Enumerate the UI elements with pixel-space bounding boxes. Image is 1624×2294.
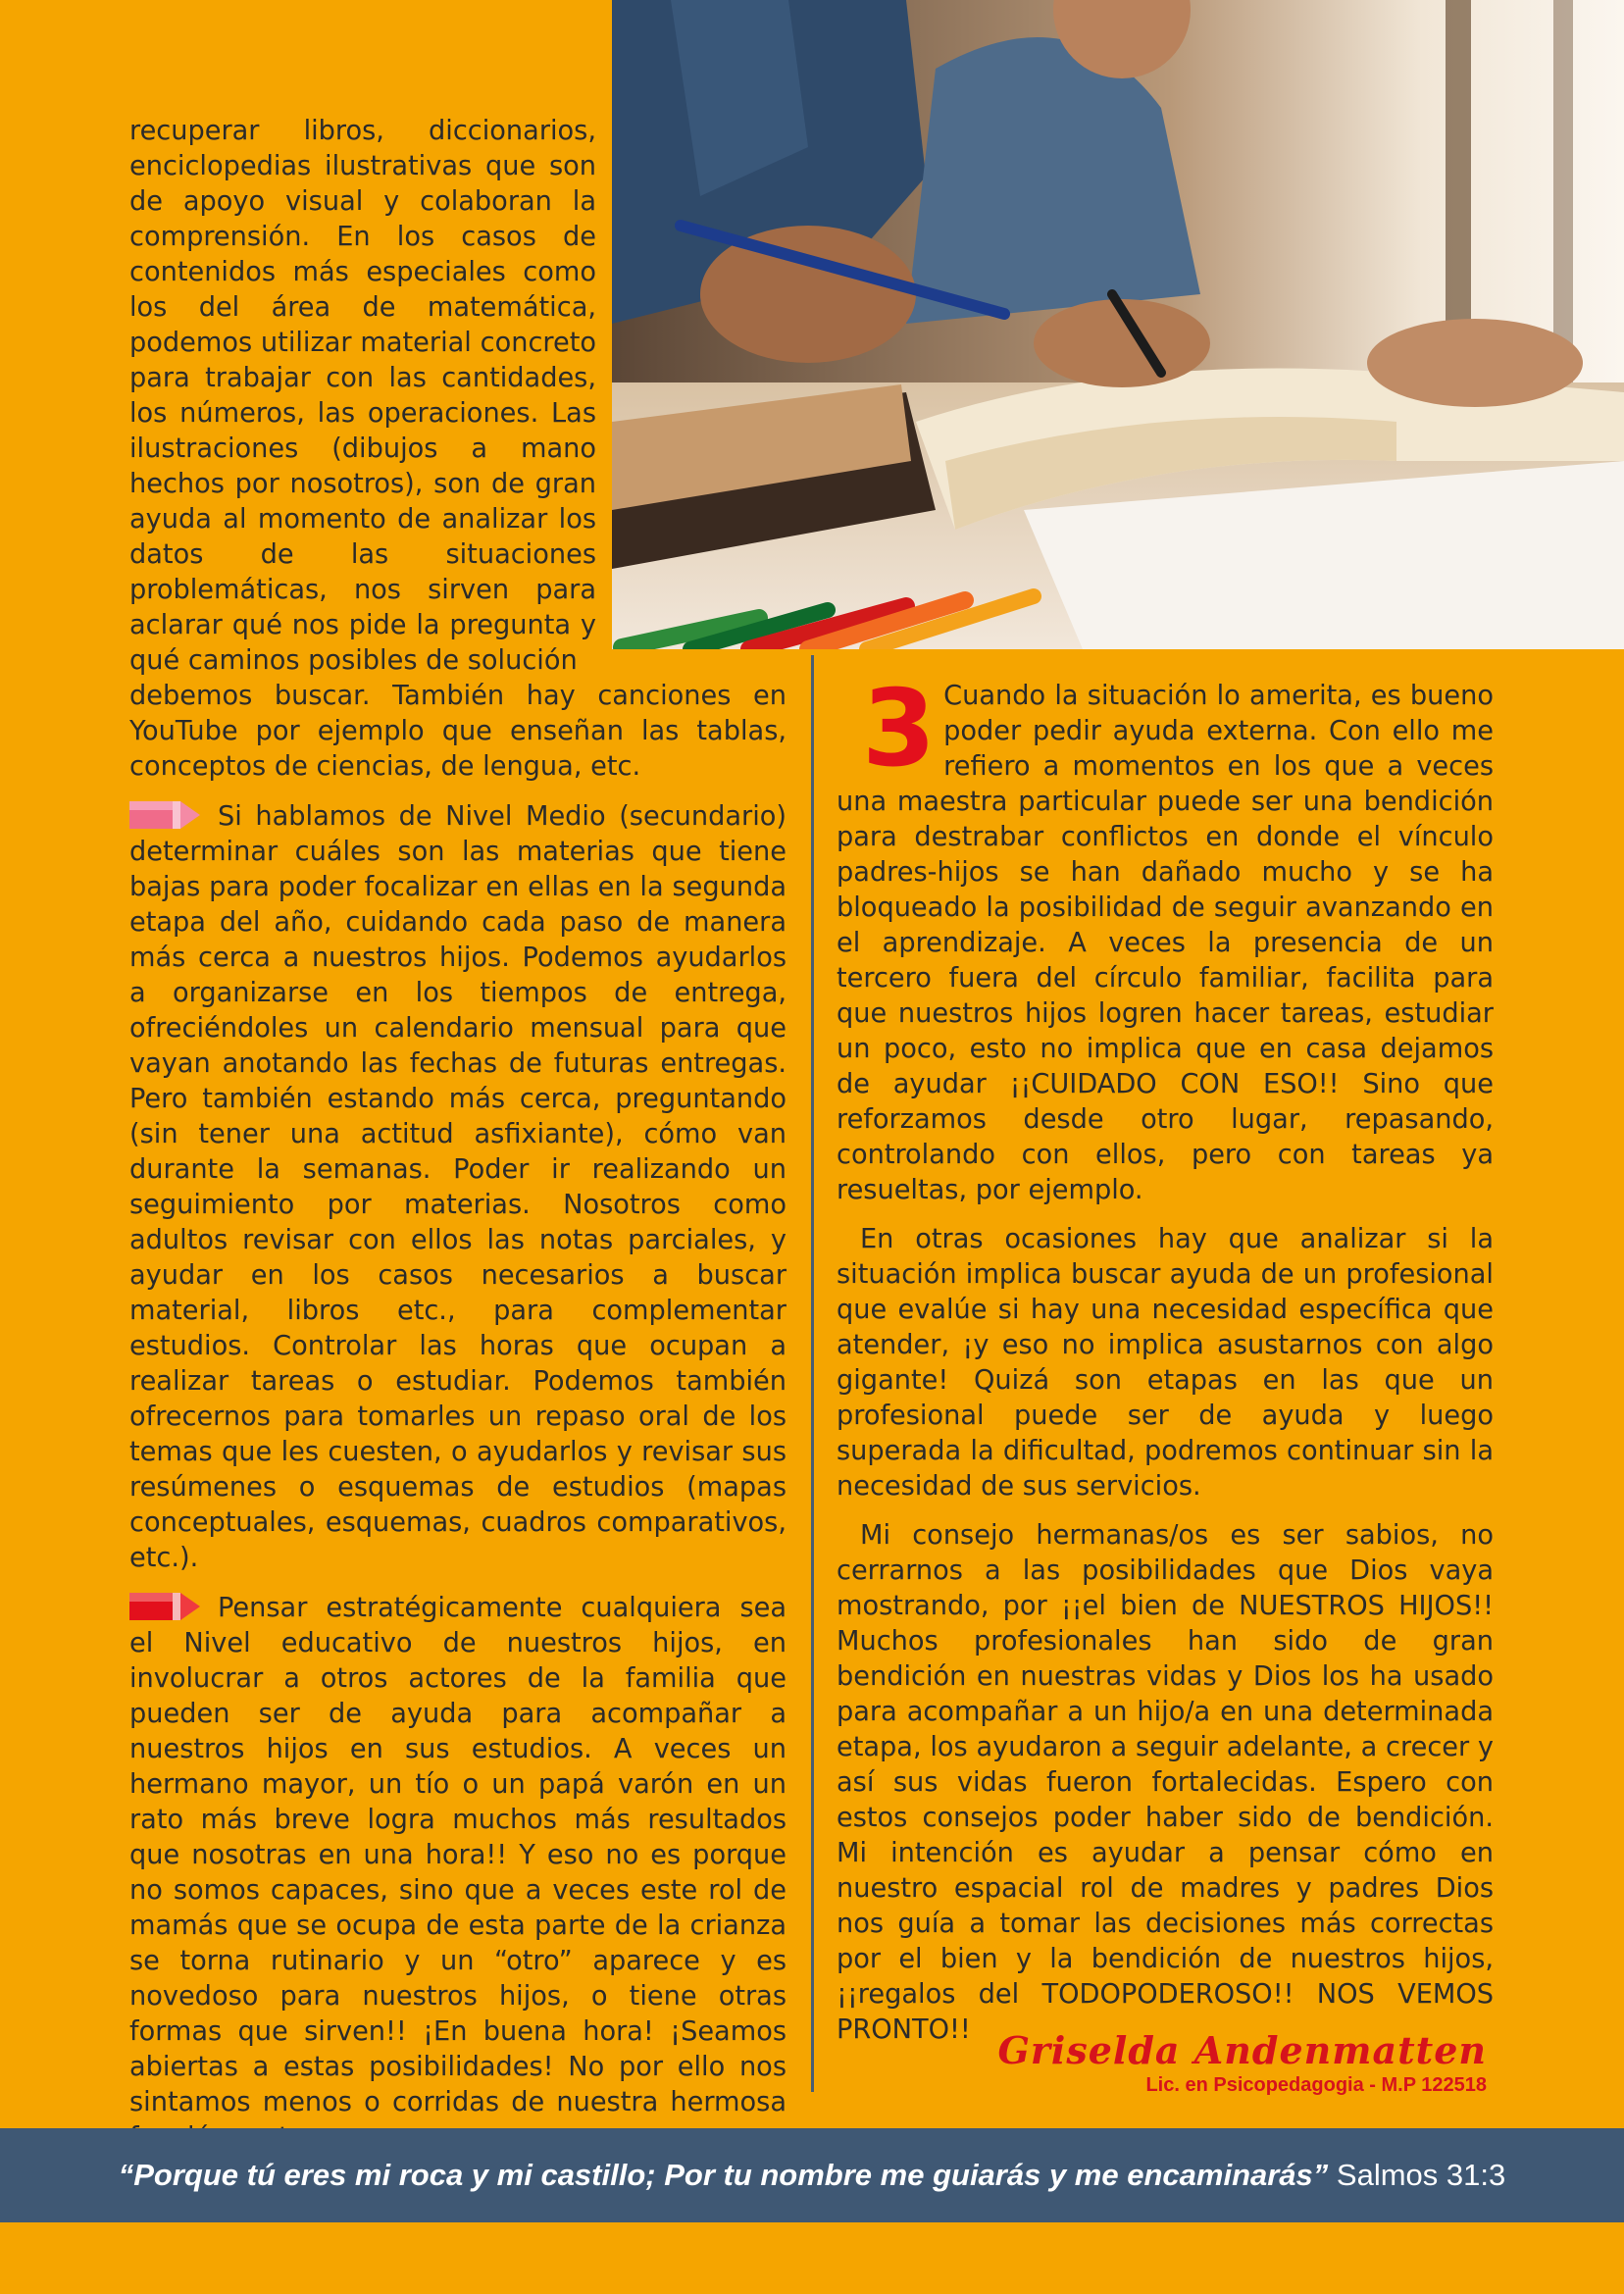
- paragraph-consejo: Mi consejo hermanas/os es ser sabios, no cerrarnos a las posibilidades que Dios vaya mostrando, por ¡¡el bien de NUESTROS HIJOS!! Muchos profesionales han sido de gran bendición en nuestras vidas y Dios los ha usado para acompañar a un hijo/a en una determinada etapa, los ayudaron a seguir adelante, a crecer y así sus vidas fueron fortalecidas. Espero con estos consejos poder haber sido de bendición. Mi intención es ayudar a pensar cómo en nuestro espacial rol de madres y padres Dios nos guía a tomar las decisiones más correctas por el bien y la bendición de nuestros hijos, ¡¡regalos del TODOPODEROSO!! NOS VEMOS PRONTO!!: [837, 1520, 1494, 2045]
- left-column: [129, 679, 787, 2156]
- author-title: Lic. en Psicopedagogia - M.P 122518: [1145, 2074, 1487, 2096]
- paragraph-continued: recuperar libros, diccionarios, enciclopedias ilustrativas que son de apoyo visual y colaboran la comprensión. En los casos de contenidos más especiales como los del área de matemática, podemos utilizar material concreto para trabajar con las cantidades, los números, las operaciones. Las ilustraciones (dibujos a mano hechos por nosotros), son de gran ayuda al momento de analizar los datos de las situaciones problemáticas, nos sirven para aclarar qué nos pide la pregunta y qué caminos posibles de solución: [129, 116, 596, 676]
- author-name: Griselda Andenmatten: [997, 2028, 1487, 2072]
- dropcap-number: 3: [862, 668, 937, 790]
- pink-pencil-icon: [129, 798, 206, 832]
- paragraph-nivel-medio: [129, 798, 787, 1576]
- verse-quote: “Porque tú eres mi roca y mi castillo; Por tu nombre me guiarás y me encaminarás”: [118, 2158, 1329, 2192]
- author-signature: [997, 2030, 1487, 2097]
- red-pencil-icon: [129, 1590, 206, 1623]
- paragraph-pensar: [129, 1590, 787, 2156]
- verse-text: [119, 2158, 1506, 2193]
- paragraph-nivel-medio-text: Si hablamos de Nivel Medio (secundario) determinar cuáles son las materias que tiene bajas para poder focalizar en ellas en la segunda etapa del año, cuidando cada paso de manera más cerca a nuestros hijos. Podemos ayudarlos a organizarse en los tiempos de entrega, ofreciéndoles un calendario mensual para que vayan anotando las fechas de futuras entregas. Pero también estando más cerca, preguntando (sin tener una actitud asfixiante), cómo van durante la semanas. Poder ir realizando un seguimiento por materias. Nosotros como adultos revisar con ellos las notas parciales, y ayudar en los casos necesarios a buscar material, libros etc., para complementar estudios. Controlar las horas que ocupan a realizar tareas o estudiar. Podemos también ofrecernos para tomarles un repaso oral de los temas que les cuesten, o ayudarlos y revisar sus resúmenes o esquemas de estudios (mapas conceptuales, esquemas, cuadros comparativos, etc.).: [129, 801, 787, 1573]
- verse-banner: [0, 2128, 1624, 2222]
- right-column: [837, 668, 1494, 2048]
- paragraph-pensar-text: Pensar estratégicamente cualquiera sea el Nivel educativo de nuestros hijos, en involucrar a otros actores de la familia que pueden ser de ayuda para acompañar a nuestros hijos en sus estudios. A veces un hermano mayor, un tío o un papá varón en un rato más breve logra muchos más resultados que nosotras en una hora!! Y eso no es porque no somos capaces, sino que a veces este rol de mamás que se ocupa de esta parte de la crianza se torna rutinario y un “otro” aparece y es novedoso para nuestros hijos, o tiene otras formas que sirven!! ¡En buena hora! ¡Seamos abiertas a estas posibilidades! No por ello nos sintamos menos o corridas de nuestra hermosa: [129, 1593, 787, 2117]
- photo-illustration: [612, 0, 1624, 649]
- paragraph-ayuda-externa-text: Cuando la situación lo amerita, es bueno poder pedir ayuda externa. Con ello me refiero a momentos en los que a veces una maestra particular puede ser una bendición para destrabar conflictos en donde el vínculo padres-hijos se han dañado mucho y se ha bloqueado la posibilidad de seguir avanzando en el aprendizaje. A veces la presencia de un tercero fuera del círculo familiar, facilita para que nuestros hijos logren hacer tareas, estudiar un poco, esto no implica que en casa dejamos de ayudar ¡¡CUIDADO CON ESO!! Sino que reforzamos desde otro lugar, repasando, controlando con ellos, pero con tareas ya resueltas, por ejemplo.: [837, 681, 1494, 1205]
- top-left-text: [129, 114, 596, 679]
- verse-reference: Salmos 31:3: [1336, 2158, 1506, 2192]
- paragraph-ayuda-externa: [837, 668, 1494, 1208]
- paragraph-continuation: debemos buscar. También hay canciones en YouTube por ejemplo que enseñan las tablas, conceptos de ciencias, de lengua, etc.: [129, 681, 787, 782]
- column-divider: [811, 655, 814, 2092]
- paragraph-profesional: En otras ocasiones hay que analizar si la situación implica buscar ayuda de un profesional que evalúe si hay una necesidad específica que atender, ¡y eso no implica asustarnos con algo gigante! Quizá son etapas en las que un profesional puede ser de ayuda y luego superada la dificultad, podremos continuar sin la necesidad de sus servicios.: [837, 1224, 1494, 1502]
- students-studying-photo: [612, 0, 1624, 649]
